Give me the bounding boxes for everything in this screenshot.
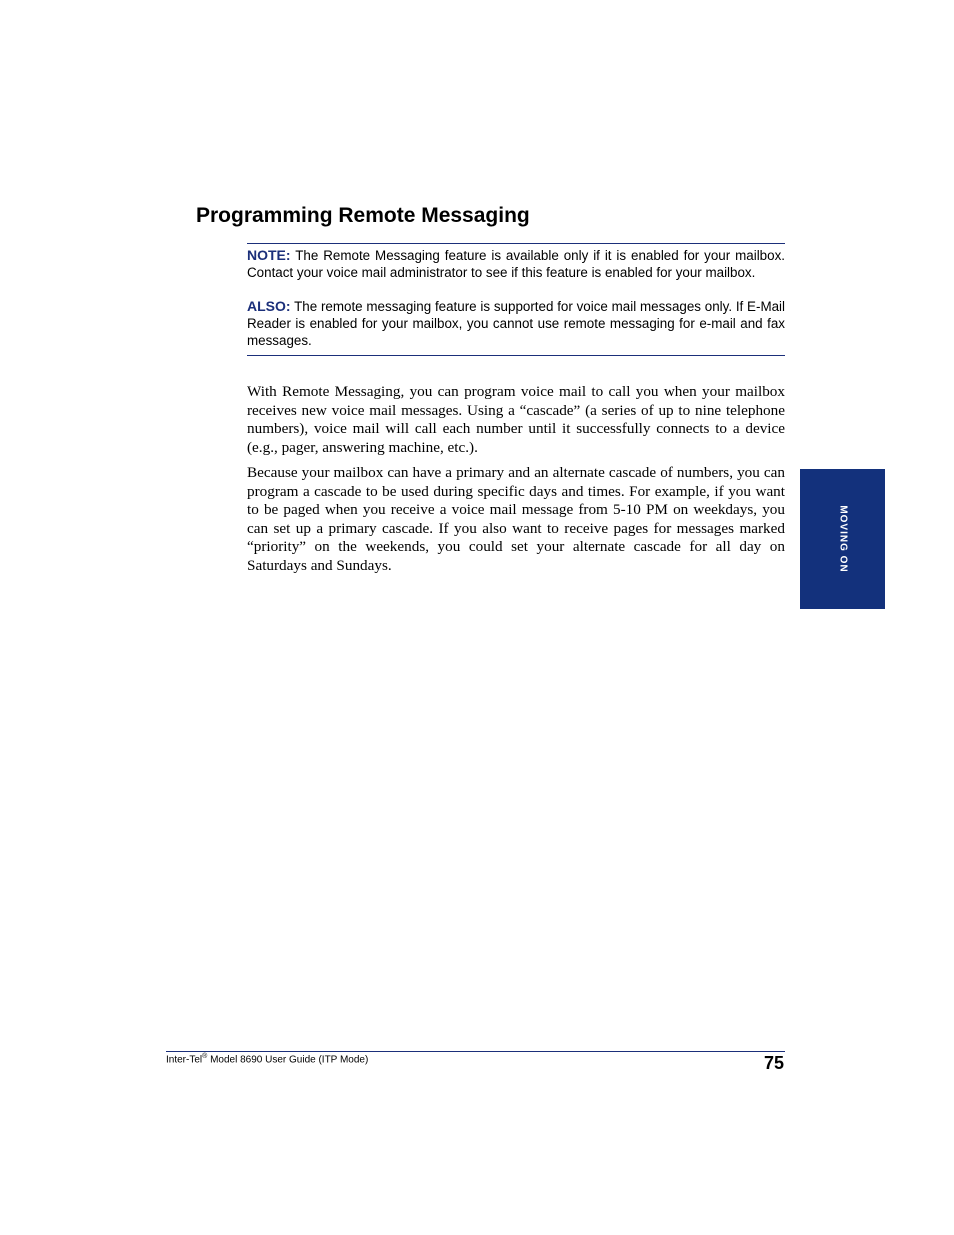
registered-mark: ® xyxy=(202,1053,208,1060)
also-label: ALSO: xyxy=(247,298,291,314)
also-paragraph xyxy=(247,298,785,349)
page-number: 75 xyxy=(763,1053,784,1073)
footer-divider xyxy=(166,1051,785,1052)
footer-guide-title xyxy=(166,1053,368,1065)
note-text: The Remote Messaging feature is available only if it is enabled for your mailbox. Contact your voice mail administrator to see if this feature is enabled for your mailbox. xyxy=(247,248,785,280)
body-paragraph-1: With Remote Messaging, you can program voice mail to call you when your mailbox receives new voice mail messages. Using a “cascade” (a series of up to nine telephone numbers), voice mail will call each number until it successfully connects to a device (e.g., pager, answering machine, etc.). xyxy=(247,383,785,456)
also-text: The remote messaging feature is supported for voice mail messages only. If E-Mail Reader is enabled for your mailbox, you cannot use remote messaging for e-mail and fax messages. xyxy=(247,299,785,348)
page-title: Programming Remote Messaging xyxy=(196,204,530,227)
note-paragraph xyxy=(247,247,785,281)
body-paragraph-2: Because your mailbox can have a primary and an alternate cascade of numbers, you can program a cascade to be used during specific days and times. For example, if you want to be paged when you receive a voice mail message from 5-10 PM on weekdays, you can set up a primary cascade. If you also want to receive pages for messages marked “priority” on the weekends, you could set your alternate cascade for all day on Saturdays and Sundays. xyxy=(247,463,785,574)
body-text xyxy=(247,383,785,582)
note-box xyxy=(247,243,785,356)
chapter-tab-label: MOVING ON xyxy=(837,505,848,573)
chapter-side-tab xyxy=(800,469,885,609)
note-label: NOTE: xyxy=(247,247,291,263)
footer-brand: Inter-Tel xyxy=(166,1054,203,1066)
footer-guide-name: Model 8690 User Guide (ITP Mode) xyxy=(207,1054,369,1066)
